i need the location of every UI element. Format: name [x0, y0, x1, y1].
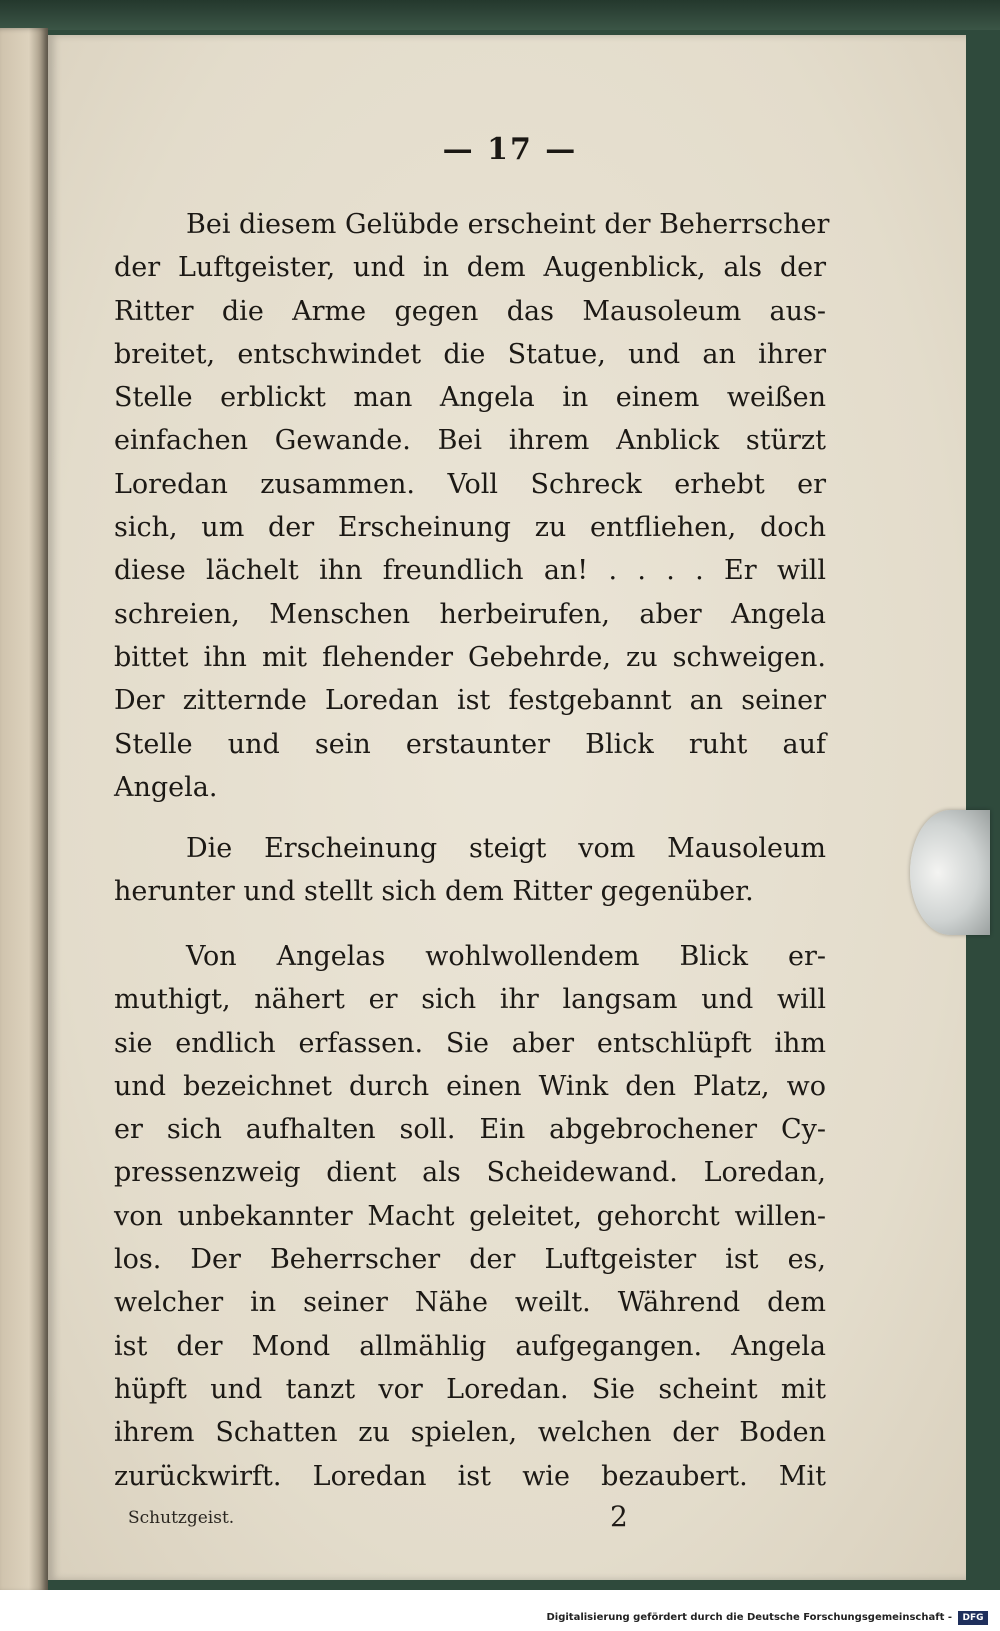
text-line: hüpft und tanzt vor Loredan. Sie scheint mit [114, 1373, 826, 1405]
text-line: Stelle erblickt man Angela in einem weißen [114, 382, 826, 414]
text-line: er sich aufhalten soll. Ein abgebrochener Cy- [114, 1114, 826, 1146]
text-line: der Luftgeister, und in dem Augenblick, als der [114, 252, 826, 284]
text-line: los. Der Beherrscher der Luftgeister ist es, [114, 1244, 826, 1276]
text-line: Von Angelas wohlwollendem Blick er- [186, 941, 826, 972]
scan-credit-bar [0, 1590, 1000, 1631]
dfg-logo: DFG [958, 1611, 988, 1625]
text-line: sie endlich erfassen. Sie aber entschlüpft ihm [114, 1027, 826, 1059]
text-line: Die Erscheinung steigt vom Mausoleum [186, 833, 826, 864]
footer-signature-mark: Schutzgeist. [128, 1508, 235, 1528]
text-line: Angela. [114, 771, 218, 803]
text-line: herunter und stellt sich dem Ritter gegenüber. [114, 876, 754, 908]
left-page-edge [0, 28, 48, 1593]
text-line: muthigt, nähert er sich ihr langsam und will [114, 984, 826, 1016]
text-line: ihrem Schatten zu spielen, welchen der Boden [114, 1417, 826, 1449]
paragraph-1 [114, 203, 830, 809]
text-line: und bezeichnet durch einen Wink den Platz, wo [114, 1070, 826, 1102]
paragraph-3 [114, 935, 826, 1498]
text-line: von unbekannter Macht geleitet, gehorcht willen- [114, 1200, 826, 1232]
scan-background-top [0, 0, 1000, 30]
text-line: Der zitternde Loredan ist festgebannt an seiner [114, 685, 826, 717]
page-number: — 17 — [442, 132, 578, 167]
text-line: Bei diesem Gelübde erscheint der Beherrscher [186, 209, 830, 240]
footer-sheet-number: 2 [610, 1500, 628, 1533]
text-line: sich, um der Erscheinung zu entfliehen, doch [114, 512, 826, 544]
text-line: Ritter die Arme gegen das Mausoleum aus- [114, 295, 826, 327]
text-line: schreien, Menschen herbeirufen, aber Angela [114, 598, 826, 630]
page-clip [910, 810, 990, 935]
digitization-credit: Digitalisierung gefördert durch die Deutsche Forschungsgemeinschaft - [546, 1612, 952, 1623]
text-line: bittet ihn mit flehender Gebehrde, zu schweigen. [114, 641, 826, 673]
text-line: Loredan zusammen. Voll Schreck erhebt er [114, 468, 826, 500]
paragraph-2 [114, 827, 826, 914]
text-line: einfachen Gewande. Bei ihrem Anblick stürzt [114, 425, 826, 457]
text-line: diese lächelt ihn freundlich an! . . . . Er will [114, 555, 826, 587]
text-line: breitet, entschwindet die Statue, und an ihrer [114, 338, 826, 370]
text-line: welcher in seiner Nähe weilt. Während dem [114, 1287, 826, 1319]
text-line: Stelle und sein erstaunter Blick ruht auf [114, 728, 826, 760]
text-line: zurückwirft. Loredan ist wie bezaubert. Mit [114, 1460, 826, 1492]
text-line: ist der Mond allmählig aufgegangen. Angela [114, 1330, 826, 1362]
text-line: pressenzweig dient als Scheidewand. Loredan, [114, 1157, 826, 1189]
